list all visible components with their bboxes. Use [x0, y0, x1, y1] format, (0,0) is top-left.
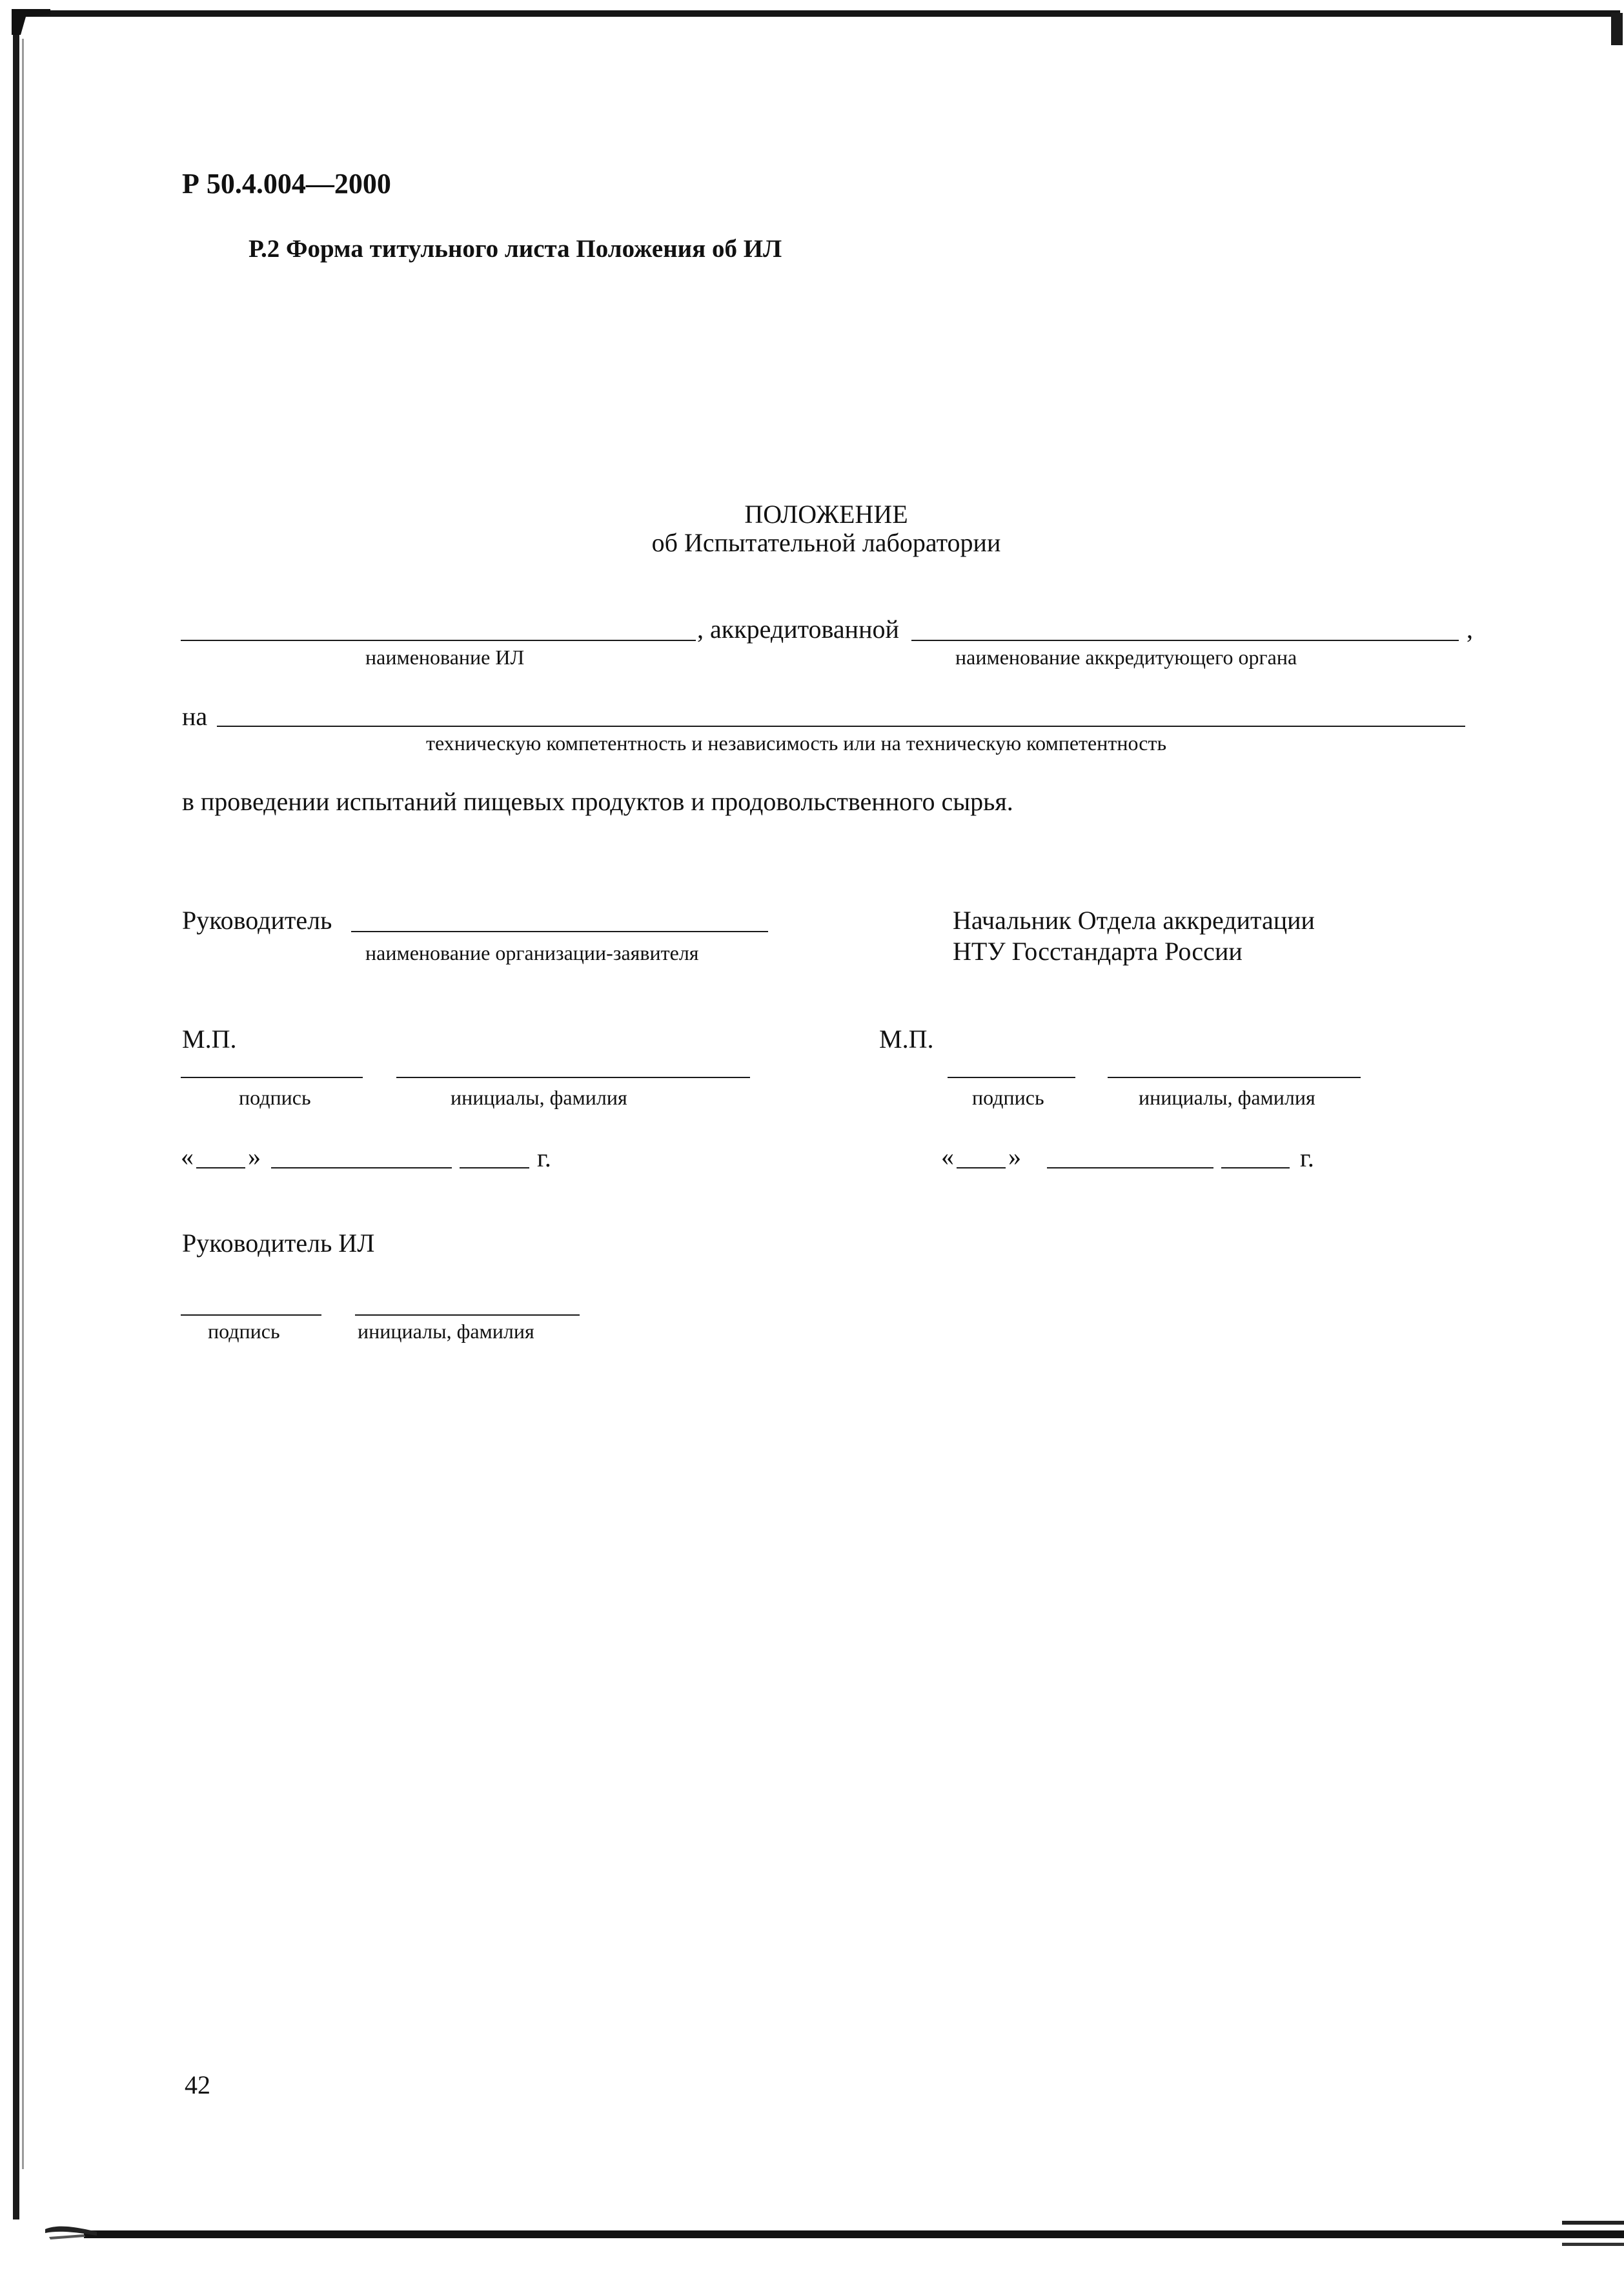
scan-border-left-inner	[22, 39, 24, 2169]
right-date-open-quote: «	[941, 1142, 954, 1171]
right-year-suffix: г.	[1300, 1143, 1314, 1172]
scan-border-left	[13, 12, 19, 2219]
right-date-day-line	[957, 1167, 1006, 1168]
left-stamp-label: М.П.	[182, 1025, 237, 1054]
lab-head-signature-line	[181, 1314, 321, 1316]
competence-caption: техническую компетентность и независимость или на техническую компетентность	[426, 731, 1167, 755]
applicant-org-caption: наименование организации-заявителя	[365, 941, 699, 964]
competence-line	[217, 726, 1465, 727]
page-number: 42	[185, 2070, 210, 2099]
section-title: Р.2 Форма титульного листа Положения об ИЛ	[249, 235, 782, 263]
accrediting-body-caption: наименование аккредитующего органа	[955, 646, 1297, 669]
form-title: ПОЛОЖЕНИЕ	[744, 500, 908, 529]
lab-head-name-line	[355, 1314, 580, 1316]
purpose-text: в проведении испытаний пищевых продуктов и продовольственного сырья.	[182, 787, 1013, 816]
accredited-text: , аккредитованной	[697, 615, 899, 644]
left-date-close-quote: »	[248, 1142, 261, 1171]
left-date-year-line	[460, 1167, 529, 1168]
accreditation-head-title: Начальник Отдела аккредитации	[953, 906, 1315, 935]
left-date-open-quote: «	[181, 1142, 194, 1171]
document-code: Р 50.4.004—2000	[182, 168, 391, 199]
left-date-day-line	[196, 1167, 245, 1168]
right-name-caption: инициалы, фамилия	[1139, 1086, 1315, 1109]
left-signature-line	[181, 1077, 363, 1078]
applicant-org-line	[351, 931, 768, 932]
scan-corner-mark	[12, 9, 50, 35]
trailing-comma: ,	[1467, 615, 1473, 644]
left-year-suffix: г.	[537, 1143, 551, 1172]
na-prefix: на	[182, 702, 208, 731]
scan-border-top	[13, 10, 1620, 17]
lab-name-caption: наименование ИЛ	[365, 646, 525, 669]
accreditation-head-org: НТУ Госстандарта России	[953, 937, 1243, 966]
lab-head-name-caption: инициалы, фамилия	[358, 1320, 534, 1343]
lab-head-signature-caption: подпись	[208, 1320, 280, 1343]
right-signature-caption: подпись	[972, 1086, 1044, 1109]
applicant-head-label: Руководитель	[182, 906, 332, 935]
scan-bottom-left-mark	[45, 2218, 97, 2243]
lab-name-line	[181, 640, 696, 641]
scan-border-bottom	[84, 2230, 1624, 2238]
left-signature-caption: подпись	[239, 1086, 311, 1109]
scan-border-right	[1611, 13, 1623, 45]
left-name-caption: инициалы, фамилия	[451, 1086, 627, 1109]
right-name-line	[1108, 1077, 1361, 1078]
right-date-close-quote: »	[1008, 1142, 1021, 1171]
lab-head-label: Руководитель ИЛ	[182, 1229, 375, 1258]
right-signature-line	[948, 1077, 1075, 1078]
scan-border-bottom-upper	[1562, 2221, 1624, 2225]
scan-border-bottom-lower	[1562, 2243, 1624, 2246]
right-stamp-label: М.П.	[879, 1025, 934, 1054]
left-date-month-line	[271, 1167, 452, 1168]
form-subtitle: об Испытательной лаборатории	[651, 528, 1001, 557]
accrediting-body-line	[911, 640, 1459, 641]
left-name-line	[396, 1077, 750, 1078]
right-date-month-line	[1047, 1167, 1213, 1168]
right-date-year-line	[1221, 1167, 1290, 1168]
